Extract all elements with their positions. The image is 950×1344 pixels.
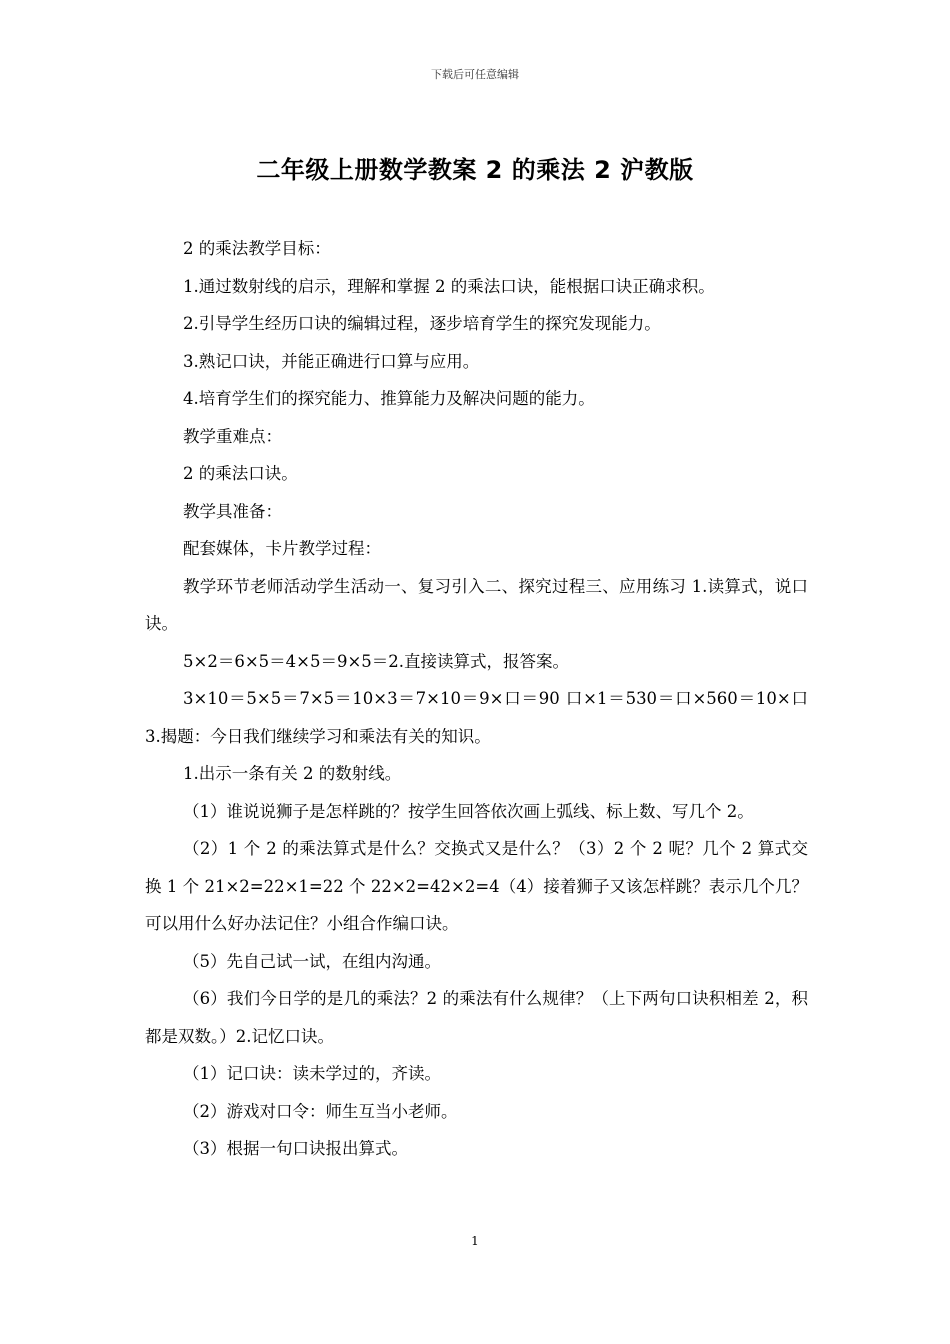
paragraph: 2 的乘法口诀。	[183, 464, 298, 483]
paragraph: 4.培育学生们的探究能力、推算能力及解决问题的能力。	[183, 389, 595, 408]
header-note: 下载后可任意编辑	[431, 68, 519, 81]
paragraph: 3.熟记口诀，并能正确进行口算与应用。	[183, 351, 480, 371]
document-body	[145, 230, 808, 1168]
paragraph: （2）1 个 2 的乘法算式是什么？交换式又是什么？（3）2 个 2 呢？几个 2 算式交换 1 个 21×2=22×1=22 个 22×2=42×2=4（4）接着狮子又该怎样跳？表示几个几？可以用什么好办法记住？小组合作编口诀。	[145, 839, 808, 933]
paragraph: 2 的乘法教学目标：	[183, 239, 331, 258]
page-number: 1	[471, 1234, 479, 1248]
paragraph: 1.通过数射线的启示，理解和掌握 2 的乘法口诀，能根据口诀正确求积。	[183, 276, 715, 296]
paragraph: （3）根据一句口诀报出算式。	[183, 1139, 408, 1158]
paragraph: 教学具准备：	[183, 501, 282, 521]
paragraph: 1.出示一条有关 2 的数射线。	[183, 764, 402, 783]
paragraph: （1）记口诀：读未学过的，齐读。	[183, 1064, 441, 1083]
paragraph: 配套媒体，卡片教学过程：	[183, 539, 381, 558]
paragraph: 2.引导学生经历口诀的编辑过程，逐步培育学生的探究发现能力。	[183, 314, 661, 333]
paragraph: 5×2＝6×5＝4×5＝9×5＝2.直接读算式，报答案。	[183, 651, 570, 671]
paragraph: 教学重难点：	[183, 426, 282, 446]
paragraph: （5）先自己试一试，在组内沟通。	[183, 951, 441, 971]
document-title: 二年级上册数学教案 2 的乘法 2 沪教版	[256, 156, 694, 184]
paragraph: （2）游戏对口令：师生互当小老师。	[183, 1101, 458, 1121]
paragraph: 教学环节老师活动学生活动一、复习引入二、探究过程三、应用练习 1.读算式，说口诀。	[145, 576, 808, 633]
paragraph: （6）我们今日学的是几的乘法？2 的乘法有什么规律？（上下两句口诀积相差 2，积都是双数。）2.记忆口诀。	[145, 989, 808, 1046]
paragraph: 3×10＝5×5＝7×5＝10×3＝7×10＝9×口＝90 口×1＝530＝口×560＝10×口 3.揭题：今日我们继续学习和乘法有关的知识。	[145, 689, 808, 746]
paragraph: （1）谁说说狮子是怎样跳的？按学生回答依次画上弧线、标上数、写几个 2。	[183, 801, 754, 821]
